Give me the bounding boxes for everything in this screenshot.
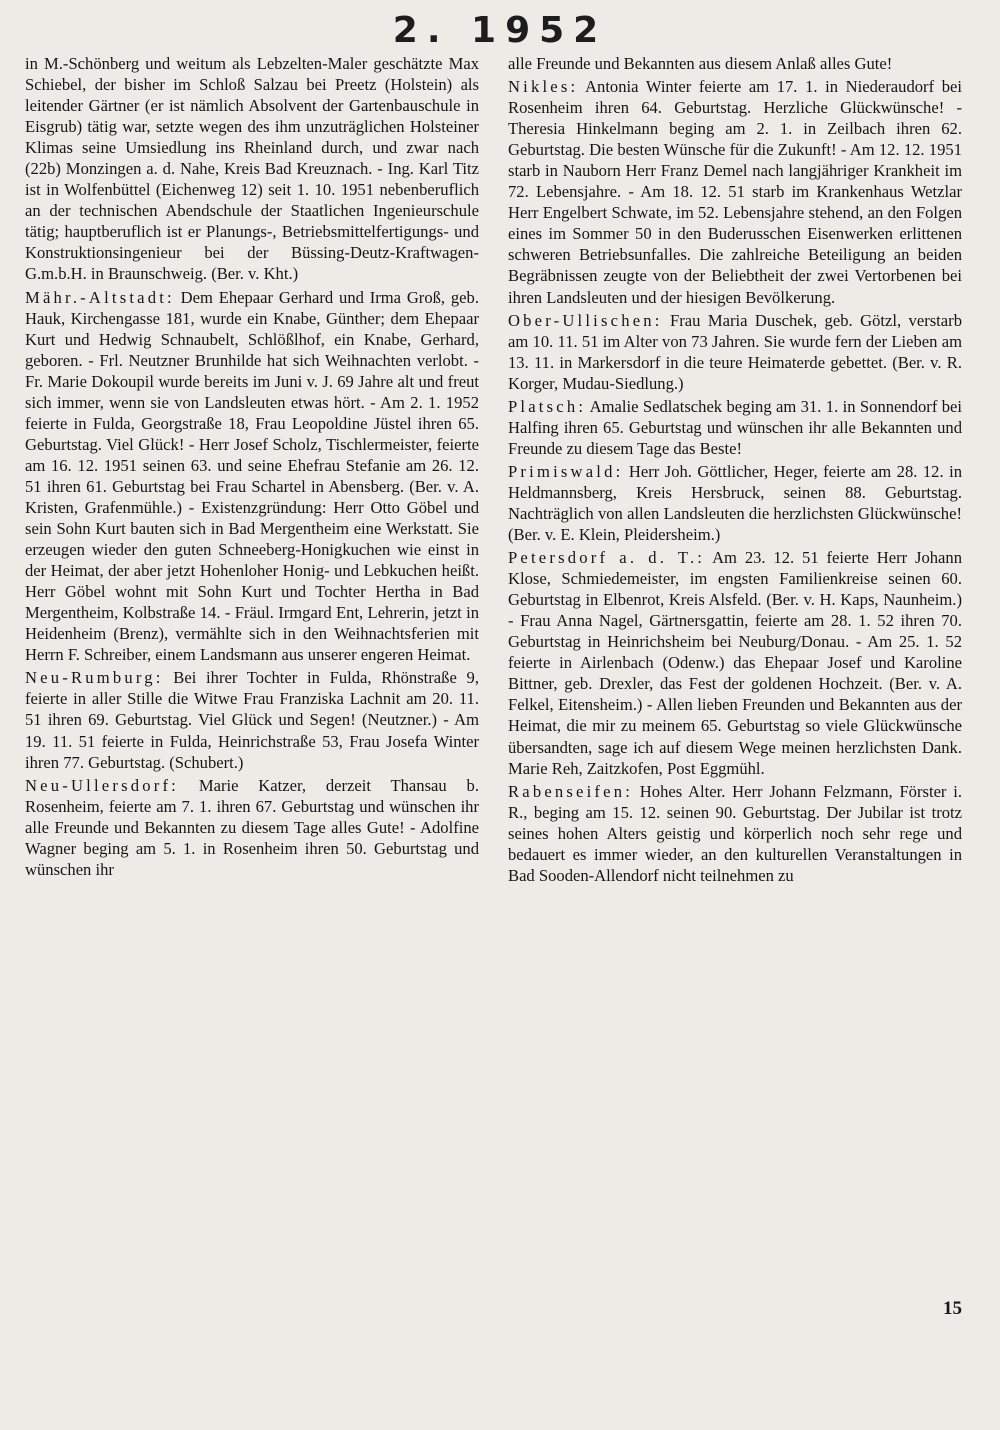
page-number: 15 xyxy=(943,1298,962,1319)
paragraph-text: Herr Joh. Göttlicher, Heger, feierte am 28. 12. in Heldmannsberg, Kreis Hersbruck, seinen 88. Geburtstag. Nachträglich von allen Landsleuten die herzlichsten Glückwünsche! (Ber. v. E. Klein, Pleidersheim.) xyxy=(508,461,962,545)
paragraph xyxy=(508,53,962,74)
place-heading: Petersdorf a. d. T.: xyxy=(508,548,706,568)
place-heading: Neu-Rumburg: xyxy=(25,668,164,688)
handwritten-date-note: 2. 1952 xyxy=(392,10,608,51)
paragraph xyxy=(508,781,962,886)
paragraph-text: Antonia Winter feierte am 17. 1. in Niederaudorf bei Rosenheim ihren 64. Geburtstag. Herzliche Glückwünsche! - Theresia Hinkelmann beging am 2. 1. in Zeilbach ihren 62. Geburtstag. Die besten Wünsche für die Zukunft! - Am 12. 12. 1951 starb in Nauborn Herr Franz Demel nach langjähriger Krankheit im 72. Lebensjahre. - Am 18. 12. 51 starb im Krankenhaus Wetzlar Herr Engelbert Schwate, im 52. Lebensjahre stehend, an den Folgen eines im Sommer 50 in den Buderusschen Eisenwerken erlittenen schweren Betriebsunfalles. Die zahlreiche Beteiligung an beiden Begräbnissen zeugte von der Beliebtheit der zwei Vertorbenen bei ihren Landsleuten und der hiesigen Bevölkerung. xyxy=(508,77,962,307)
paragraph-text: Frau Maria Duschek, geb. Götzl, verstarb am 10. 11. 51 im Alter von 73 Jahren. Sie wurde fern der Lieben am 13. 11. in Markersdorf in die teure Heimaterde gebettet. (Ber. v. R. Korger, Mudau-Siedlung.) xyxy=(508,310,962,393)
paragraph-text: Marie Katzer, derzeit Thansau b. Rosenheim, feierte am 7. 1. ihren 67. Geburtstag und wünschen ihr alle Freunde und Bekannten zu diesem Tage alles Gute! - Adolfine Wagner beging am 5. 1. in Rosenheim ihren 50. Geburtstag und wünschen ihr xyxy=(25,775,479,879)
place-heading: Ober-Ullischen: xyxy=(508,310,663,330)
paragraph-text: in M.-Schönberg und weitum als Lebzelten-Maler geschätzte Max Schiebel, der bisher im Schloß Salzau bei Preetz (Holstein) als leitender Gärtner (er ist nämlich Absolvent der Gartenbauschule in Eisgrub) tätig war, setzte wegen des ihm unzuträglichen Holsteiner Klimas seine Umsiedlung ins Rheinland durch, und zwar nach (22b) Monzingen a. d. Nahe, Kreis Bad Kreuznach. - Ing. Karl Titz ist in Wolfenbüttel (Eichenweg 12) seit 1. 10. 1951 nebenberuflich an der technischen Abendschule der Staatlichen Ingenieurschule tätig; hauptberuflich ist er Planungs-, Betriebsmittelfertigungs- und Konstruktionsingenieur bei der Büssing-Deutz-Kraftwagen-G.m.b.H. in Braunschweig. (Ber. v. Kht.) xyxy=(25,54,479,284)
paragraph xyxy=(508,547,962,779)
place-heading: Neu-Ullersdorf: xyxy=(25,775,179,795)
paragraph-text: Bei ihrer Tochter in Fulda, Rhönstraße 9, feierte in aller Stille die Witwe Frau Franziska Lachnit am 20. 11. 51 ihren 69. Geburtstag. Viel Glück und Segen! (Neutzner.) - Am 19. 11. 51 feierte in Fulda, Heinrichstraße 53, Frau Josefa Winter ihren 77. Geburtstag. (Schubert.) xyxy=(25,668,479,772)
place-heading: Platsch: xyxy=(508,396,587,416)
place-heading: Nikles: xyxy=(508,77,579,97)
place-heading: Mähr.-Altstadt: xyxy=(25,287,175,307)
left-column xyxy=(25,53,479,880)
paragraph xyxy=(508,310,962,394)
paragraph-text: alle Freunde und Bekannten aus diesem Anlaß alles Gute! xyxy=(508,54,893,73)
paragraph xyxy=(25,667,479,772)
paragraph xyxy=(25,775,479,880)
paragraph xyxy=(508,461,962,545)
right-column xyxy=(508,53,962,886)
paragraph-text: Amalie Sedlatschek beging am 31. 1. in Sonnendorf bei Halfing ihren 65. Geburtstag und wünschen ihr alle Bekannten und Freunde zu diesem Tage das Beste! xyxy=(508,396,962,458)
paragraph xyxy=(508,396,962,459)
paragraph-text: Hohes Alter. Herr Johann Felzmann, Förster i. R., beging am 15. 12. seinen 90. Geburtstag. Der Jubilar ist trotz seines hohen Alters geistig und körperlich noch sehr rege und bedauert es immer wieder, an den kulturellen Veranstaltungen in Bad Sooden-Allendorf nicht teilnehmen zu xyxy=(508,781,962,885)
paragraph xyxy=(25,287,479,666)
place-heading: Rabenseifen: xyxy=(508,781,634,801)
paragraph-text: Am 23. 12. 51 feierte Herr Johann Klose, Schmiedemeister, im engsten Familienkreise seinen 60. Geburtstag in Elbenrot, Kreis Alsfeld. (Ber. v. H. Kaps, Naunheim.) - Frau Anna Nagel, Gärtnersgattin, feierte am 28. 1. 52 ihren 70. Geburtstag in Heinrichsheim bei Neuburg/Donau. - Am 25. 1. 52 feierte in Airlenbach (Odenw.) das Ehepaar Josef und Karoline Bittner, geb. Drexler, das Fest der goldenen Hochzeit. (Ber. v. A. Felkel, Eitensheim.) - Allen lieben Freunden und Bekannten aus der Heimat, die mir zu meinem 65. Geburtstag so viele Glückwünsche übersandten, sage ich auf diesem Wege meinen herzlichsten Dank. Marie Reh, Zaitzkofen, Post Eggmühl. xyxy=(508,548,963,778)
place-heading: Primiswald: xyxy=(508,461,624,481)
paragraph-text: Dem Ehepaar Gerhard und Irma Groß, geb. Hauk, Kirchengasse 181, wurde ein Knabe, Günther; dem Ehepaar Kurt und Hedwig Schnaubelt, Schlößlhof, ein Knabe, Gerhard, geboren. - Frl. Neutzner Brunhilde hat sich Weihnachten verlobt. - Fr. Marie Dokoupil wurde bereits im Juni v. J. 69 Jahre alt und freut sich immer, wenn sie von Landsleuten etwas hört. - Am 2. 1. 1952 feierte in Fulda, Georgstraße 18, Frau Leopoldine Jüstel ihren 65. Geburtstag. Viel Glück! - Herr Josef Scholz, Tischlermeister, feierte am 16. 12. 1951 seinen 63. und seine Ehefrau Stefanie am 26. 12. 51 ihren 61. Geburtstag bei Frau Schartel in Abensberg. (Ber. v. A. Kristen, Grafenmühle.) - Existenzgründung: Herr Otto Göbel und sein Sohn Kurt bauten sich in Bad Mergentheim eine Werkstatt. Sie erzeugen wieder den guten Schneeberg-Honigkuchen wie einst in der Heimat, der aber jetzt Hohenloher Honig- und Lebkuchen heißt. Herr Göbel wohnt mit Sohn Kurt und Tochter Hertha in Bad Mergentheim, Kolbstraße 14. - Fräul. Irmgard Ent, Lehrerin, jetzt in Heidenheim (Brenz), vermählte sich in den Weihnachtsferien mit Herrn F. Schreiber, einem Landsmann aus unserer engeren Heimat. xyxy=(25,287,479,665)
paragraph xyxy=(508,76,962,308)
paragraph xyxy=(25,53,479,285)
